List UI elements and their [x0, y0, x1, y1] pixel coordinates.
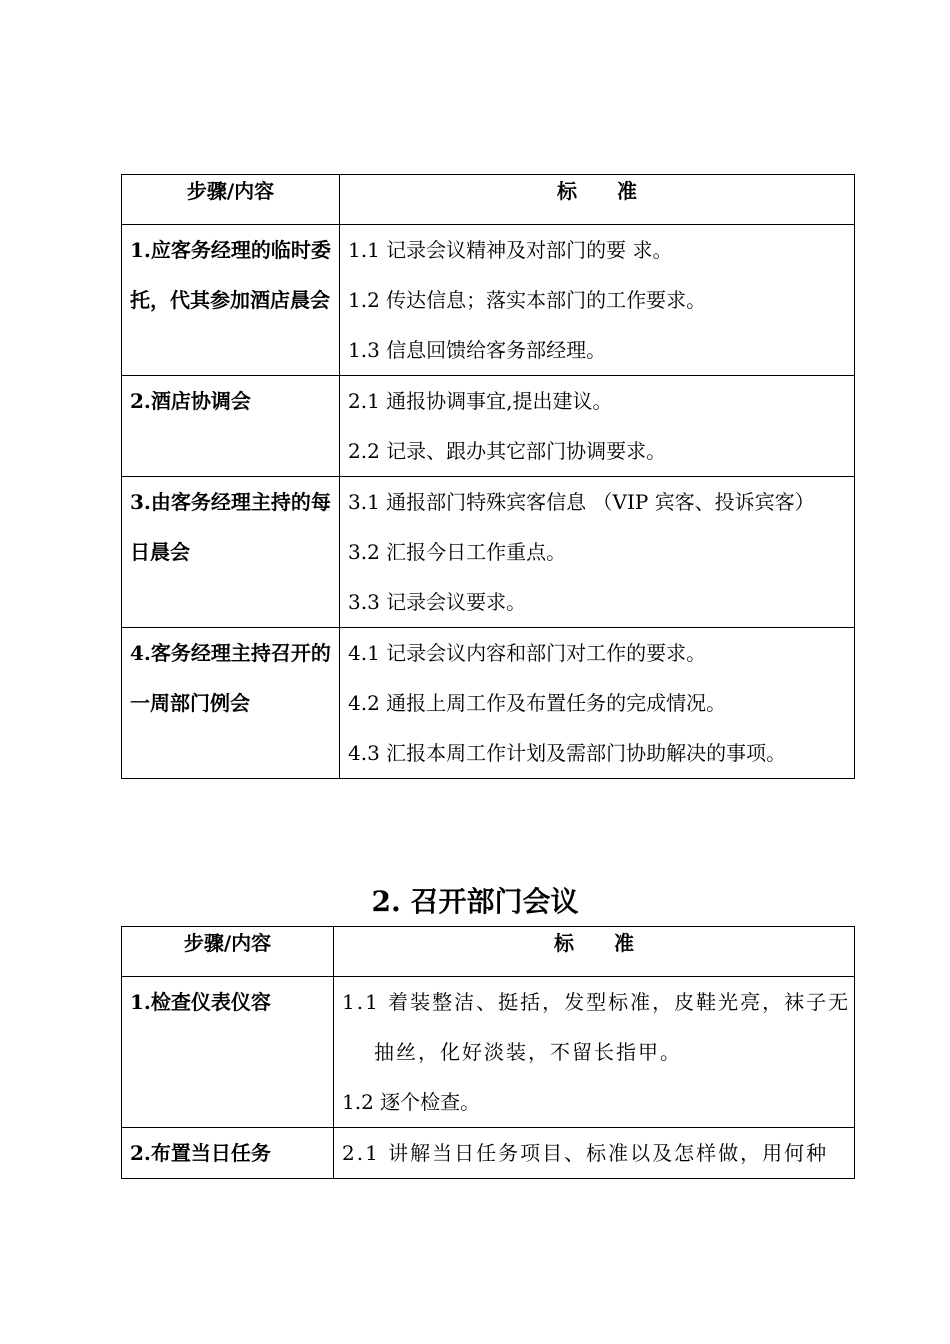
standards-table-1	[121, 174, 855, 779]
table-header-row	[122, 175, 855, 225]
header-step-content: 步骤/内容	[122, 175, 340, 225]
standard-cell	[334, 1128, 855, 1179]
header-standard: 标 准	[334, 927, 855, 977]
section-title: 2. 召开部门会议	[371, 885, 579, 918]
table-row	[122, 225, 855, 376]
standard-line: 1.1 记录会议精神及对部门的要 求。	[348, 238, 673, 262]
standard-line: 4.1 记录会议内容和部门对工作的要求。	[348, 641, 707, 665]
standard-line: 4.2 通报上周工作及布置任务的完成情况。	[348, 691, 727, 715]
standard-line: 2.1 讲解当日任务项目、标准以及怎样做，用何种	[342, 1141, 829, 1165]
standard-line: 3.2 汇报今日工作重点。	[348, 540, 567, 564]
table-row	[122, 1128, 855, 1179]
standard-line: 3.3 记录会议要求。	[348, 590, 527, 614]
table-row	[122, 376, 855, 477]
step-cell: 2.布置当日任务	[122, 1128, 334, 1179]
header-standard: 标 准	[340, 175, 855, 225]
step-cell: 1.检查仪表仪容	[122, 977, 334, 1128]
standard-cell	[340, 376, 855, 477]
standard-line: 1.2 传达信息；落实本部门的工作要求。	[348, 288, 707, 312]
standard-cell	[340, 477, 855, 628]
table-row	[122, 477, 855, 628]
step-cell: 3.由客务经理主持的每日晨会	[122, 477, 340, 628]
standard-cell	[334, 977, 855, 1128]
standard-line: 1.2 逐个检查。	[342, 1090, 481, 1114]
standard-line: 2.1 通报协调事宜,提出建议。	[348, 389, 613, 413]
standard-line: 抽丝，化好淡装，不留长指甲。	[374, 1040, 682, 1064]
table-row	[122, 628, 855, 779]
step-cell: 4.客务经理主持召开的一周部门例会	[122, 628, 340, 779]
table-row	[122, 977, 855, 1128]
table-header-row	[122, 927, 855, 977]
standard-line: 1.1 着装整洁、挺括，发型标准，皮鞋光亮，袜子无	[342, 990, 851, 1014]
header-step-content: 步骤/内容	[122, 927, 334, 977]
standards-table-2	[121, 926, 855, 1179]
standard-line: 1.3 信息回馈给客务部经理。	[348, 338, 607, 362]
standard-cell	[340, 628, 855, 779]
standard-line: 4.3 汇报本周工作计划及需部门协助解决的事项。	[348, 741, 787, 765]
step-cell: 1.应客务经理的临时委托，代其参加酒店晨会	[122, 225, 340, 376]
standard-cell	[340, 225, 855, 376]
standard-line: 3.1 通报部门特殊宾客信息 （VIP 宾客、投诉宾客）	[348, 490, 815, 514]
standard-line: 2.2 记录、跟办其它部门协调要求。	[348, 439, 667, 463]
step-cell: 2.酒店协调会	[122, 376, 340, 477]
